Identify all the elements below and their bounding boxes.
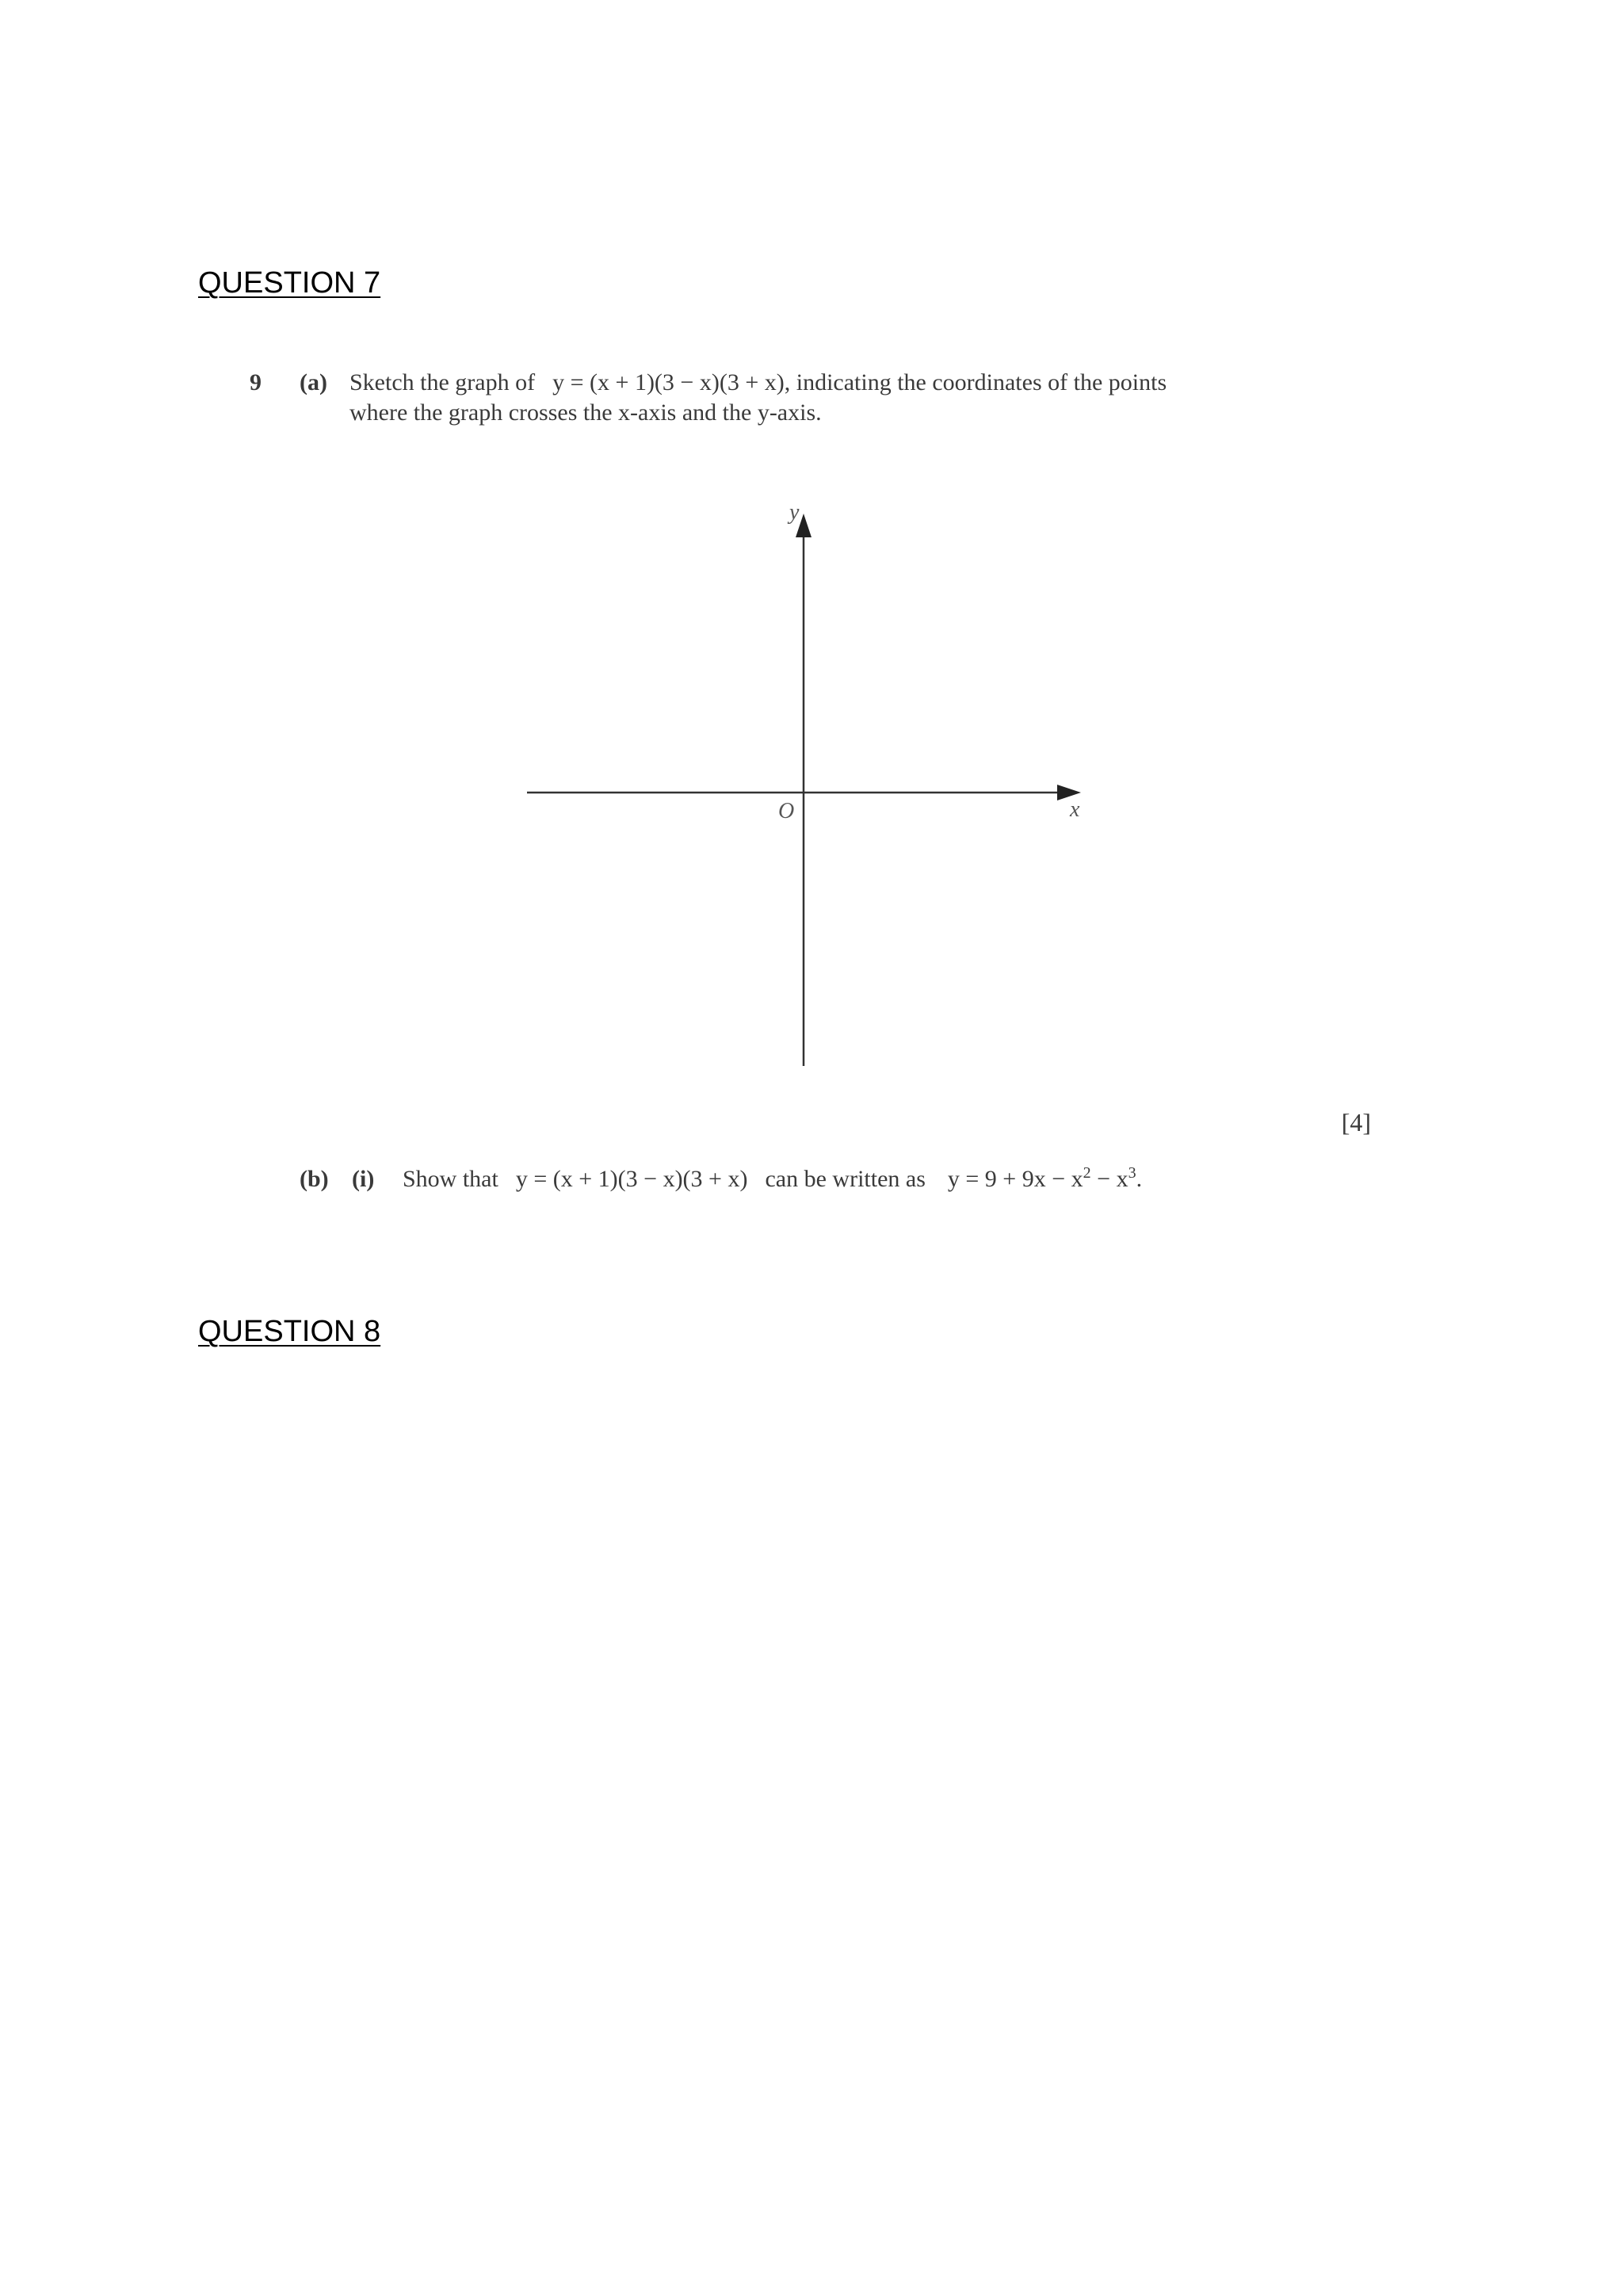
- part-b-label: (b): [300, 1166, 329, 1192]
- question-8-heading: QUESTION 8: [198, 1315, 381, 1348]
- part-b-show: Show that: [403, 1166, 498, 1192]
- part-b-i-label: (i): [352, 1166, 375, 1192]
- part-b-i-line: [403, 1166, 1142, 1193]
- part-a-label: (a): [300, 369, 327, 395]
- part-a-equation: y = (x + 1)(3 − x)(3 + x): [552, 369, 785, 395]
- part-b-mid-text: can be written as: [765, 1166, 926, 1192]
- y-axis-label: y: [789, 500, 800, 525]
- part-a-line-2: where the graph crosses the x-axis and the y-axis.: [349, 399, 822, 426]
- marks-indicator: [4]: [1341, 1108, 1371, 1137]
- x-axis-label: x: [1070, 797, 1080, 822]
- question-7-heading: QUESTION 7: [198, 266, 381, 300]
- part-a-tail: , indicating the coordinates of the points: [784, 369, 1167, 395]
- question-number: 9: [250, 369, 262, 395]
- part-b-equation: y = (x + 1)(3 − x)(3 + x): [515, 1166, 748, 1192]
- origin-label: O: [778, 799, 795, 823]
- part-b-result: $y = 9 + 9x - x^2 - x^3$.: [947, 1164, 1143, 1192]
- part-a-intro: Sketch the graph of: [349, 369, 536, 395]
